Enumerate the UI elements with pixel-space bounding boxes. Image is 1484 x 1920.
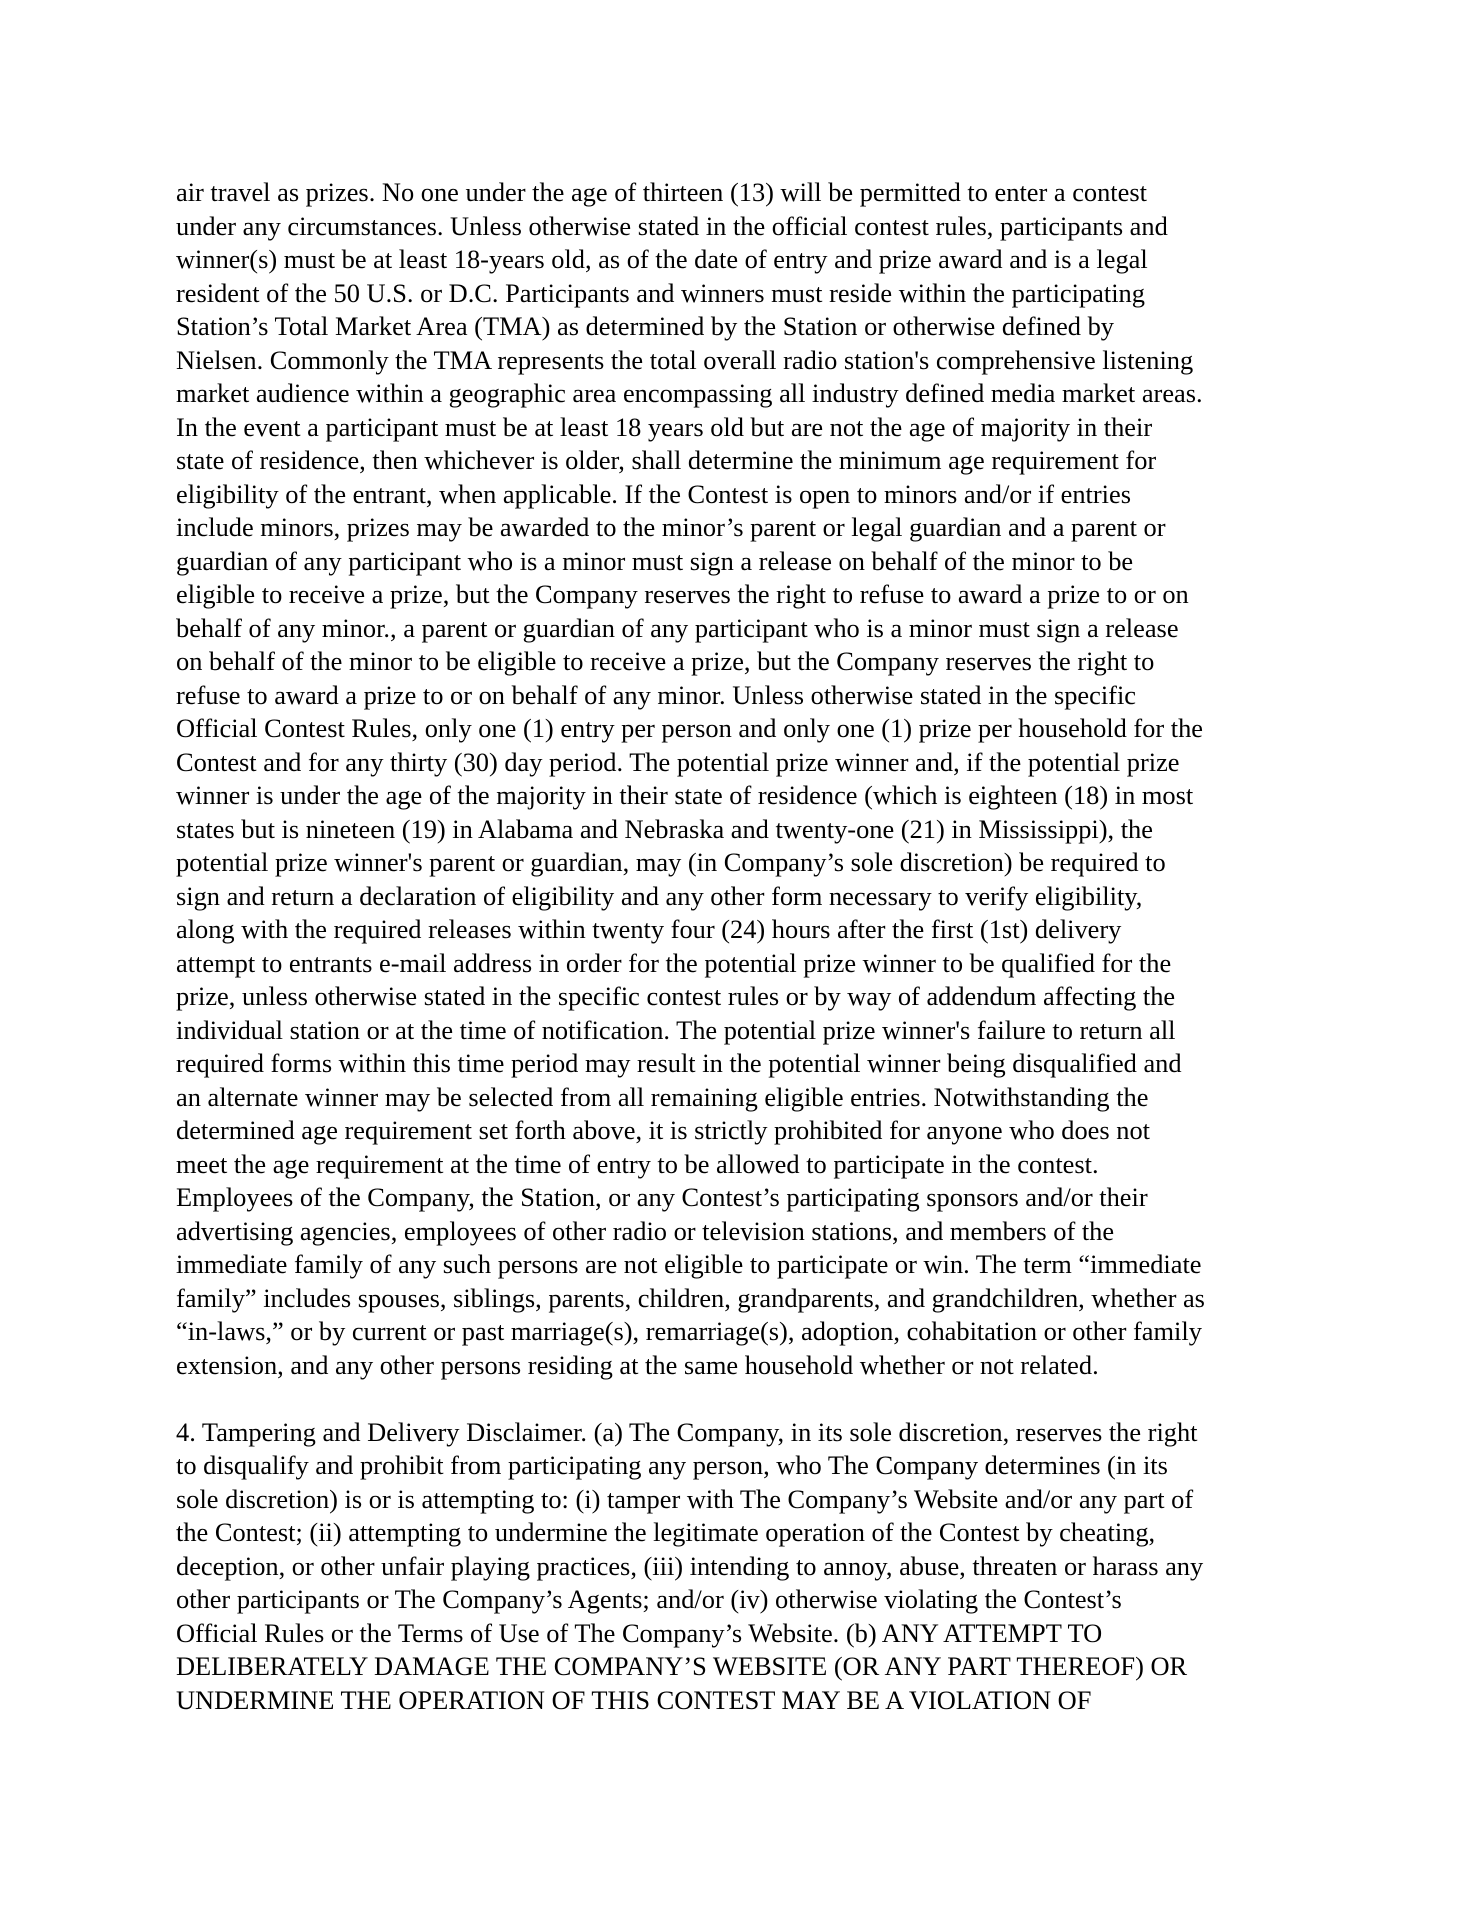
- text-line: individual station or at the time of notification. The potential prize winner's failure to return all: [176, 1014, 1176, 1045]
- text-line: Station’s Total Market Area (TMA) as determined by the Station or otherwise defined by: [176, 311, 1114, 341]
- text-line: include minors, prizes may be awarded to the minor’s parent or legal guardian and a parent or: [176, 512, 1166, 542]
- tampering-paragraph: [176, 1416, 1316, 1718]
- text-line: Official Rules or the Terms of Use of The Company’s Website. (b) ANY ATTEMPT TO: [176, 1617, 1103, 1648]
- text-line: states but is nineteen (19) in Alabama and Nebraska and twenty-one (21) in Mississippi), the: [176, 813, 1153, 844]
- text-line: Contest and for any thirty (30) day period. The potential prize winner and, if the potential prize: [176, 746, 1180, 777]
- text-line: under any circumstances. Unless otherwise stated in the official contest rules, participants and: [176, 210, 1168, 241]
- text-line: “in-laws,” or by current or past marriage(s), remarriage(s), adoption, cohabitation or other family: [176, 1316, 1202, 1346]
- text-line: determined age requirement set forth above, it is strictly prohibited for anyone who does not: [176, 1115, 1150, 1145]
- text-line: an alternate winner may be selected from all remaining eligible entries. Notwithstanding the: [176, 1081, 1149, 1112]
- text-line: state of residence, then whichever is older, shall determine the minimum age requirement for: [176, 445, 1157, 475]
- text-line: In the event a participant must be at least 18 years old but are not the age of majority in their: [176, 411, 1153, 442]
- text-line: on behalf of the minor to be eligible to receive a prize, but the Company reserves the right to: [176, 646, 1155, 676]
- text-line: sign and return a declaration of eligibility and any other form necessary to verify eligibility,: [176, 880, 1143, 911]
- text-line: attempt to entrants e-mail address in order for the potential prize winner to be qualified for the: [176, 947, 1172, 978]
- text-line: eligibility of the entrant, when applicable. If the Contest is open to minors and/or if entries: [176, 478, 1131, 509]
- document-body: [176, 176, 1316, 1717]
- text-line: Nielsen. Commonly the TMA represents the total overall radio station's comprehensive listening: [176, 344, 1194, 375]
- text-line: along with the required releases within twenty four (24) hours after the first (1st) delivery: [176, 914, 1122, 944]
- text-line: resident of the 50 U.S. or D.C. Participants and winners must reside within the participating: [176, 277, 1145, 308]
- text-line: eligible to receive a prize, but the Company reserves the right to refuse to award a prize to or on: [176, 579, 1189, 609]
- text-line: other participants or The Company’s Agents; and/or (iv) otherwise violating the Contest’s: [176, 1584, 1122, 1614]
- text-line: potential prize winner's parent or guardian, may (in Company’s sole discretion) be required to: [176, 847, 1166, 877]
- text-line: 4. Tampering and Delivery Disclaimer. (a) The Company, in its sole discretion, reserves the right: [176, 1416, 1198, 1447]
- text-line: winner(s) must be at least 18-years old, as of the date of entry and prize award and is a legal: [176, 244, 1148, 274]
- paragraph-gap: [176, 1382, 1316, 1416]
- text-line: market audience within a geographic area encompassing all industry defined media market areas.: [176, 378, 1203, 408]
- text-line: sole discretion) is or is attempting to: (i) tamper with The Company’s Website and/or any part of: [176, 1483, 1194, 1514]
- text-line: family” includes spouses, siblings, parents, children, grandparents, and grandchildren, whether as: [176, 1282, 1205, 1313]
- text-line: DELIBERATELY DAMAGE THE COMPANY’S WEBSITE (OR ANY PART THEREOF) OR: [176, 1651, 1188, 1681]
- text-line: refuse to award a prize to or on behalf of any minor. Unless otherwise stated in the specific: [176, 679, 1137, 710]
- text-line: required forms within this time period may result in the potential winner being disqualified and: [176, 1048, 1182, 1078]
- text-line: Official Contest Rules, only one (1) entry per person and only one (1) prize per household for the: [176, 713, 1204, 743]
- text-line: behalf of any minor., a parent or guardian of any participant who is a minor must sign a release: [176, 612, 1179, 643]
- text-line: the Contest; (ii) attempting to undermine the legitimate operation of the Contest by cheating,: [176, 1517, 1156, 1547]
- text-line: Employees of the Company, the Station, or any Contest’s participating sponsors and/or their: [176, 1182, 1148, 1212]
- text-line: immediate family of any such persons are not eligible to participate or win. The term “immediate: [176, 1249, 1202, 1279]
- text-line: prize, unless otherwise stated in the specific contest rules or by way of addendum affecting the: [176, 981, 1176, 1011]
- text-line: guardian of any participant who is a minor must sign a release on behalf of the minor to be: [176, 545, 1134, 576]
- text-line: extension, and any other persons residing at the same household whether or not related.: [176, 1349, 1099, 1380]
- text-line: UNDERMINE THE OPERATION OF THIS CONTEST MAY BE A VIOLATION OF: [176, 1684, 1092, 1715]
- text-line: winner is under the age of the majority in their state of residence (which is eighteen (18) in most: [176, 780, 1194, 810]
- text-line: to disqualify and prohibit from participating any person, who The Company determines (in its: [176, 1450, 1168, 1480]
- text-line: advertising agencies, employees of other radio or television stations, and members of the: [176, 1215, 1115, 1246]
- text-line: air travel as prizes. No one under the age of thirteen (13) will be permitted to enter a contest: [176, 177, 1147, 207]
- text-line: meet the age requirement at the time of entry to be allowed to participate in the contest.: [176, 1148, 1099, 1179]
- text-line: deception, or other unfair playing practices, (iii) intending to annoy, abuse, threaten or harass any: [176, 1550, 1204, 1581]
- eligibility-paragraph: [176, 176, 1316, 1382]
